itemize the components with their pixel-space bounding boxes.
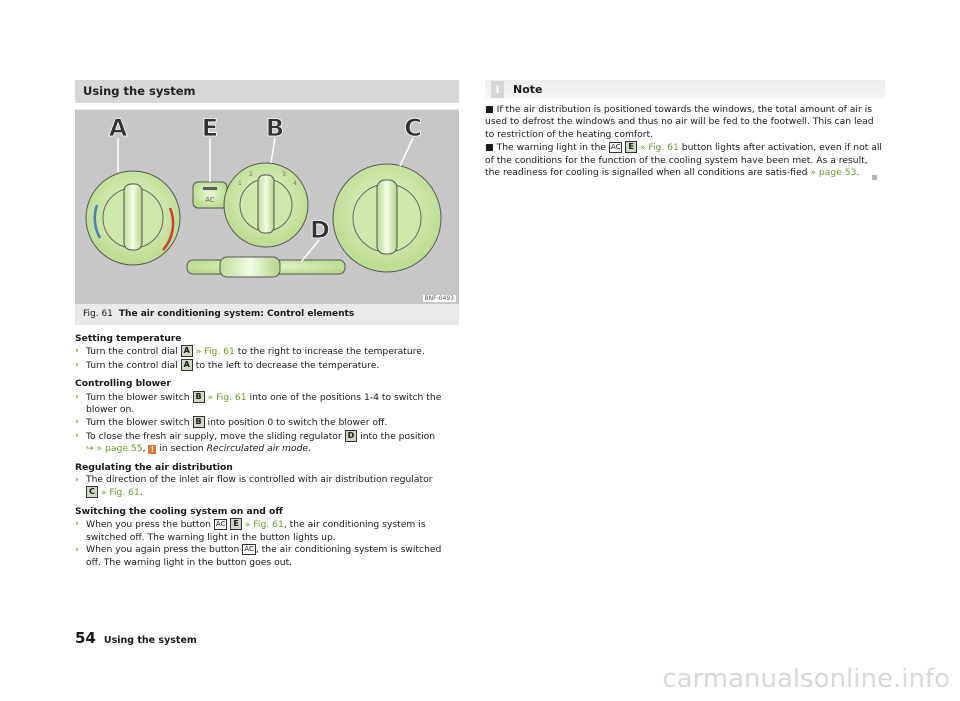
figure-title: The air conditioning system: Control elements <box>118 309 355 319</box>
key-ac: AC <box>215 520 226 529</box>
blower-mark-4: 4 <box>293 180 297 187</box>
arrow-icon: › <box>75 358 79 370</box>
dial-c-knob <box>377 180 397 254</box>
control-panel-illustration <box>75 110 459 304</box>
ac-button-label: AC <box>205 196 215 204</box>
arrow-icon: › <box>75 345 79 357</box>
arrow-icon: › <box>75 390 79 402</box>
list-item: › When you press the button AC E » Fig. 61, the air conditioning system is switched off. The warning light in the button lights up. <box>75 518 426 543</box>
arrow-icon: › <box>75 544 79 556</box>
fig-link[interactable]: » Fig. 61 <box>639 142 679 154</box>
end-of-section-mark <box>872 175 877 180</box>
body-text <box>75 333 459 569</box>
label-d: D <box>310 216 330 244</box>
blower-mark-1: 1 <box>238 180 242 187</box>
heading-controlling-blower: Controlling blower <box>75 378 171 390</box>
list-item: › Turn the blower switch B » Fig. 61 into one of the positions 1-4 to switch the blower on. <box>75 390 442 416</box>
key-b: B <box>193 416 205 428</box>
page-link[interactable]: » page 53 <box>810 167 857 179</box>
section-title: Using the system <box>75 80 459 103</box>
figure-number: Fig. 61 <box>83 309 113 319</box>
list-item: › Turn the control dial A to the left to decrease the temperature. <box>75 358 380 371</box>
heading-air-distribution: Regulating the air distribution <box>75 461 233 473</box>
heading-setting-temperature: Setting temperature <box>75 333 182 344</box>
ac-button <box>193 182 227 208</box>
info-icon: i <box>491 81 504 98</box>
fig-link[interactable]: » Fig. 61 <box>195 346 235 358</box>
key-e: E <box>625 141 636 153</box>
key-ac: AC <box>610 143 621 152</box>
note-paragraph-1: ■ If the air distribution is positioned towards the windows, the total amount of air is used to defrost the windows and thus no air will be fed to the footwell. This can lead to restriction of the heating comfort. <box>485 104 874 140</box>
fig-link[interactable]: » Fig. 61 <box>244 519 284 531</box>
dial-b-knob <box>258 175 274 233</box>
list-item: › To close the fresh air supply, move the sliding regulator D into the position ↪ » page 55, ! in section Recirculated air mode. <box>75 429 436 455</box>
list-item: › Turn the control dial A » Fig. 61 to the right to increase the temperature. <box>75 345 425 358</box>
label-c: C <box>404 114 422 142</box>
page-footer <box>75 628 197 647</box>
fig-link[interactable]: » Fig. 61 <box>207 391 247 403</box>
footer-title: Using the system <box>103 635 197 646</box>
watermark: carmanualsonline.info <box>662 664 950 694</box>
dial-a-knob <box>124 184 142 250</box>
figure-caption <box>75 304 459 325</box>
arrow-icon: › <box>75 474 79 486</box>
note-header <box>485 80 885 99</box>
label-b: B <box>265 114 285 142</box>
recirculation-link-icon: ↪ <box>86 444 94 455</box>
key-ac: AC <box>244 545 254 554</box>
key-b: B <box>193 391 205 403</box>
recirculation-slider-handle <box>220 257 280 277</box>
label-e: E <box>201 114 219 142</box>
figure-air-conditioning <box>75 109 459 304</box>
arrow-icon: › <box>75 429 79 441</box>
right-column <box>485 80 885 179</box>
list-item: › Turn the blower switch B into position 0 to switch the blower off. <box>75 416 388 429</box>
list-item: › The direction of the inlet air flow is controlled with air distribution regulator C » Fig. 61. <box>75 474 433 499</box>
key-e: E <box>230 518 241 530</box>
figure-code: BNF-0493 <box>424 295 454 302</box>
note-text <box>485 104 885 179</box>
page-link[interactable]: » page 55 <box>96 443 143 455</box>
page-number: 54 <box>75 629 96 647</box>
key-a: A <box>181 359 193 371</box>
fig-link[interactable]: » Fig. 61 <box>100 487 140 499</box>
label-a: A <box>108 114 128 142</box>
note-title: Note <box>513 83 543 96</box>
arrow-icon: › <box>75 518 79 530</box>
warning-icon: ! <box>148 445 156 454</box>
arrow-icon: › <box>75 416 79 428</box>
list-item: › When you again press the button AC , the air conditioning system is switched off. The warning light in the button goes out. <box>75 544 442 568</box>
note-paragraph-2: ■ The warning light in the AC E » Fig. 61 button lights after activation, even if not all of the conditions for the function of the cooling system have been met. As a result, the readiness for cooling is signalled when all conditions are satis-fied » page 53. <box>485 142 882 179</box>
key-c: C <box>86 486 98 498</box>
key-a: A <box>181 345 193 357</box>
left-column <box>75 80 459 569</box>
key-d: D <box>345 430 358 442</box>
heading-cooling-system: Switching the cooling system on and off <box>75 505 283 517</box>
blower-mark-3: 3 <box>282 171 286 178</box>
blower-mark-2: 2 <box>249 171 253 178</box>
